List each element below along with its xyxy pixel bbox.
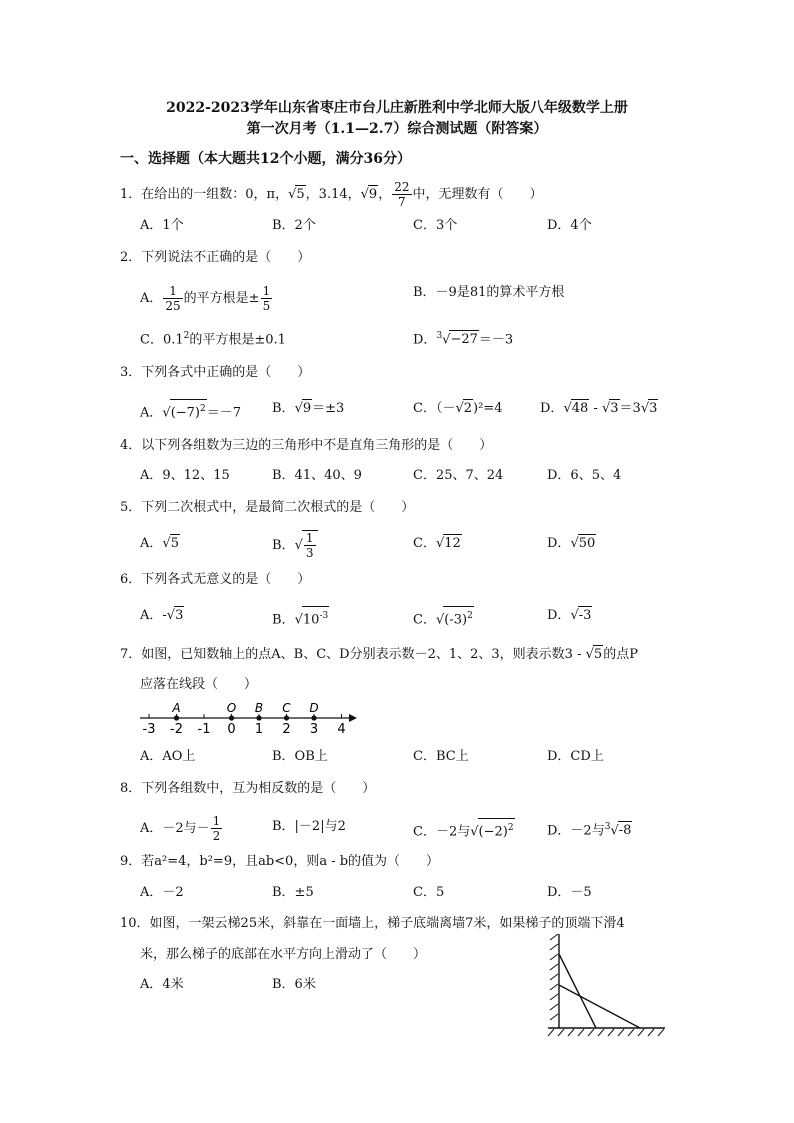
- q1-option-c[interactable]: C．3个: [413, 218, 458, 233]
- question-5-stem: 5．下列二次根式中，是最简二次根式的是（ ）: [120, 500, 415, 515]
- question-7-stem: 7．如图，已知数轴上的点A、B、C、D分别表示数－2、1、2、3，则表示数3 - √5的点P: [120, 647, 638, 662]
- axis-tick-label: -3: [142, 722, 156, 737]
- axis-point: [284, 715, 289, 720]
- question-2-stem: 2．下列说法不正确的是（ ）: [120, 250, 311, 265]
- q2-option-d[interactable]: D．$^3$√−27＝－3: [413, 331, 514, 348]
- axis-point-label: B: [254, 701, 264, 715]
- q2-option-a[interactable]: A． $\frac{1}{25}$ 的平方根是± $\frac{1}{5}$: [140, 284, 271, 313]
- ladder-original: [559, 954, 596, 1028]
- axis-point-label: O: [226, 701, 237, 715]
- question-9-stem: 9．若a²=4，b²=9，且ab<0，则a - b的值为（ ）: [120, 854, 440, 869]
- q5-option-b[interactable]: B．√ $\frac{1}{3}$: [272, 530, 318, 560]
- q3-option-c[interactable]: C．（－√2)²=4: [413, 401, 503, 416]
- q1-text-a: 1．在给出的一组数：0，π，: [120, 187, 289, 202]
- q4-option-d[interactable]: D．6、5、4: [547, 468, 622, 483]
- q5-option-d[interactable]: D．√50: [547, 536, 596, 551]
- q7-option-a[interactable]: A．AO上: [140, 749, 196, 764]
- section-heading: 一、选择题（本大题共12个小题，满分36分）: [120, 151, 411, 167]
- q8-option-c[interactable]: C．－2与$√(-2)^2$: [413, 818, 515, 841]
- q10-option-a[interactable]: A．4米: [140, 977, 184, 992]
- q8-option-d[interactable]: D．－2与$^3$√-8: [547, 822, 632, 839]
- q7-option-d[interactable]: D．CD上: [547, 749, 604, 764]
- question-1-stem: 1．在给出的一组数：0，π，√5，3.14，√9， $\frac{22}{7}$ 中，无理数有（ ）: [120, 180, 543, 209]
- q1-option-a[interactable]: A．1个: [140, 218, 184, 233]
- number-line-arrow: [349, 714, 357, 722]
- exam-title-line2: 第一次月考（1.1—2.7）综合测试题（附答案）: [246, 121, 548, 137]
- ladder-figure: [540, 930, 670, 1040]
- axis-tick-label: -1: [197, 722, 211, 737]
- q3-option-d[interactable]: D．√48 - √3＝3√3: [540, 401, 658, 416]
- q5-option-a[interactable]: A．√5: [140, 536, 179, 551]
- axis-point: [311, 715, 316, 720]
- axis-point-label: A: [172, 701, 181, 715]
- q1-option-d[interactable]: D．4个: [547, 218, 592, 233]
- axis-point-label: D: [309, 701, 319, 715]
- q6-option-b[interactable]: B．$√10^{-3}$: [272, 606, 329, 629]
- q9-option-c[interactable]: C．5: [413, 885, 445, 900]
- q4-option-a[interactable]: A．9、12、15: [140, 468, 230, 483]
- q8-option-b[interactable]: B．|－2|与2: [272, 819, 346, 834]
- q1-text-d: 中，无理数有（ ）: [412, 187, 543, 202]
- question-10-stem-1: 10．如图，一架云梯25米，斜靠在一面墙上，梯子底端离墙7米，如果梯子的顶端下滑4: [120, 916, 625, 931]
- axis-tick-label: 4: [337, 722, 346, 737]
- q9-option-d[interactable]: D．－5: [547, 885, 592, 900]
- q6-option-a[interactable]: A．-√3: [140, 608, 184, 623]
- q4-option-b[interactable]: B．41、40、9: [272, 468, 362, 483]
- q1-sqrt5: 5: [296, 187, 305, 202]
- q5-option-c[interactable]: C．√12: [413, 536, 461, 551]
- q2-frac-1-25: $\frac{1}{25}$: [165, 284, 181, 313]
- axis-point: [229, 715, 234, 720]
- q1-sqrt9: 9: [368, 187, 378, 202]
- q3-option-a[interactable]: A．$√(-7)^2=-7$: [140, 399, 241, 422]
- exam-title-line1: 2022-2023学年山东省枣庄市台儿庄新胜利中学北师大版八年级数学上册: [166, 100, 628, 116]
- axis-tick-label: 1: [254, 722, 264, 737]
- ladder-slid: [559, 985, 640, 1028]
- axis-tick-label: -2: [170, 722, 183, 737]
- q8-option-a[interactable]: A．－2与－ $\frac{1}{2}$: [140, 814, 221, 843]
- q6-option-c[interactable]: C．$√(-3)^2$: [413, 606, 474, 629]
- axis-tick-label: 0: [227, 722, 236, 737]
- axis-point: [256, 715, 261, 720]
- q10-option-b[interactable]: B．6米: [272, 977, 316, 992]
- q1-text-c: ，: [378, 187, 392, 202]
- q1-text-b: ，3.14，: [305, 187, 361, 202]
- q2-option-b[interactable]: B．－9是81的算术平方根: [413, 285, 565, 300]
- q4-option-c[interactable]: C．25、7、24: [413, 468, 504, 483]
- axis-tick-label: 2: [282, 722, 291, 737]
- q7-option-b[interactable]: B．OB上: [272, 749, 328, 764]
- q1-option-b[interactable]: B．2个: [272, 218, 316, 233]
- wall-hatching: [550, 934, 558, 1020]
- axis-tick-label: 3: [309, 722, 319, 737]
- q9-option-b[interactable]: B．±5: [272, 885, 314, 900]
- axis-point-label: C: [282, 701, 291, 715]
- axis-point: [174, 715, 179, 720]
- number-line-figure: [135, 700, 365, 740]
- question-6-stem: 6．下列各式无意义的是（ ）: [120, 572, 311, 587]
- question-8-stem: 8．下列各组数中，互为相反数的是（ ）: [120, 781, 376, 796]
- question-4-stem: 4．以下列各组数为三边的三角形中不是直角三角形的是（ ）: [120, 438, 493, 453]
- q7-option-c[interactable]: C．BC上: [413, 749, 469, 764]
- q3-option-b[interactable]: B．√9＝±3: [272, 401, 345, 416]
- q2-option-c[interactable]: C．$0.1^2$的平方根是±0.1: [140, 331, 286, 348]
- q2-frac-1-5: $\frac{1}{5}$: [262, 284, 271, 313]
- question-10-stem-2: 米，那么梯子的底部在水平方向上滑动了（ ）: [140, 947, 427, 962]
- question-3-stem: 3．下列各式中正确的是（ ）: [120, 365, 311, 380]
- q9-option-a[interactable]: A．－2: [140, 885, 184, 900]
- question-7-stem-2: 应落在线段（ ）: [140, 677, 258, 692]
- ground-hatching: [548, 1029, 664, 1036]
- q6-option-d[interactable]: D．√-3: [547, 608, 592, 623]
- q1-fraction: $\frac{22}{7}$: [394, 180, 410, 209]
